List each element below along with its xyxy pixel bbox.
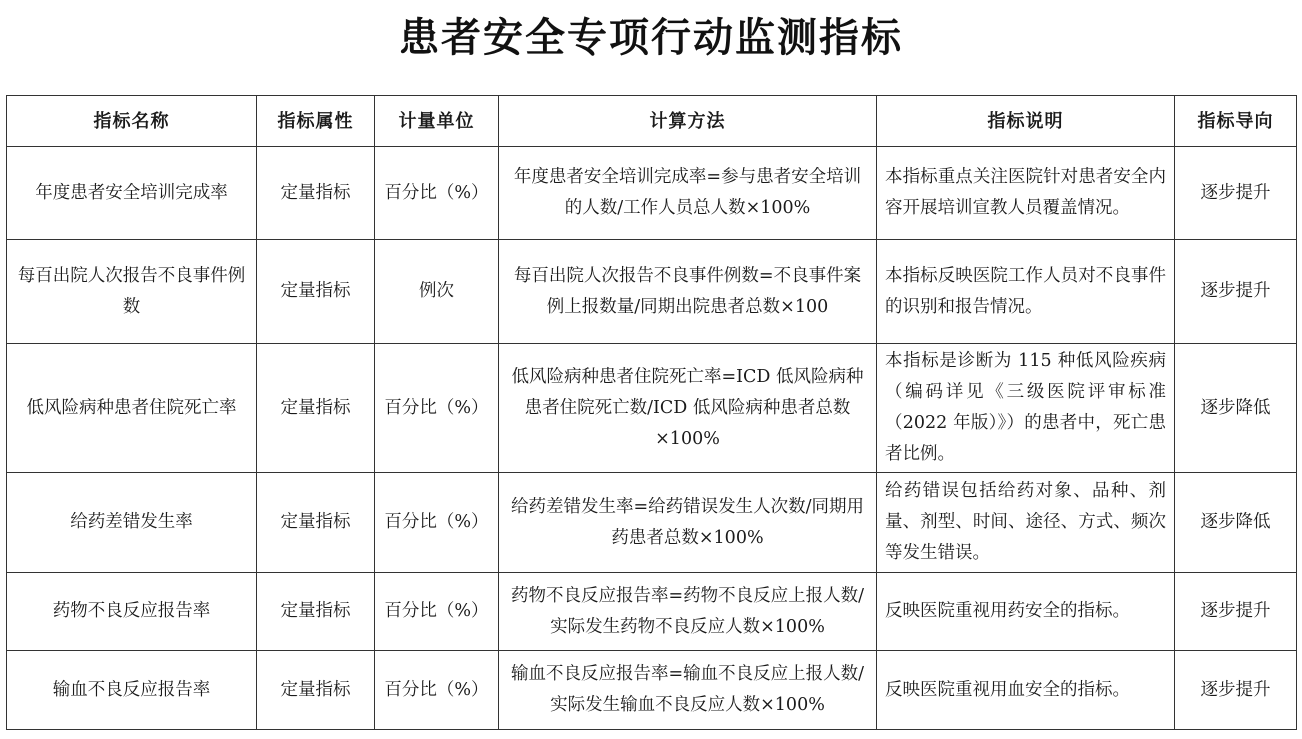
- cell-description: 反映医院重视用药安全的指标。: [877, 573, 1175, 651]
- table-row: [7, 147, 1297, 240]
- cell-direction: 逐步提升: [1175, 240, 1297, 344]
- cell-indicator-name: 药物不良反应报告率: [7, 573, 257, 651]
- cell-unit: 百分比（%）: [375, 147, 499, 240]
- cell-direction: 逐步降低: [1175, 473, 1297, 573]
- page-title: 患者安全专项行动监测指标: [399, 15, 903, 61]
- table-row: [7, 473, 1297, 573]
- metrics-table: [6, 95, 1297, 730]
- cell-indicator-name: 每百出院人次报告不良事件例数: [7, 240, 257, 344]
- cell-description: 本指标反映医院工作人员对不良事件的识别和报告情况。: [877, 240, 1175, 344]
- cell-direction: 逐步提升: [1175, 147, 1297, 240]
- cell-attribute: 定量指标: [257, 147, 375, 240]
- cell-method: 低风险病种患者住院死亡率=ICD 低风险病种患者住院死亡数/ICD 低风险病种患者总数×100%: [499, 344, 877, 473]
- cell-direction: 逐步降低: [1175, 344, 1297, 473]
- table-row: [7, 240, 1297, 344]
- header-direction: 指标导向: [1175, 96, 1297, 147]
- header-calculation-method: 计算方法: [499, 96, 877, 147]
- table-row: [7, 344, 1297, 473]
- cell-method: 输血不良反应报告率=输血不良反应上报人数/实际发生输血不良反应人数×100%: [499, 651, 877, 730]
- cell-method: 每百出院人次报告不良事件例数=不良事件案例上报数量/同期出院患者总数×100: [499, 240, 877, 344]
- cell-attribute: 定量指标: [257, 573, 375, 651]
- cell-attribute: 定量指标: [257, 651, 375, 730]
- cell-description: 本指标重点关注医院针对患者安全内容开展培训宣教人员覆盖情况。: [877, 147, 1175, 240]
- cell-attribute: 定量指标: [257, 240, 375, 344]
- table-row: [7, 651, 1297, 730]
- cell-unit: 百分比（%）: [375, 651, 499, 730]
- cell-indicator-name: 给药差错发生率: [7, 473, 257, 573]
- table-header-row: [7, 96, 1297, 147]
- cell-unit: 百分比（%）: [375, 344, 499, 473]
- cell-method: 给药差错发生率=给药错误发生人次数/同期用药患者总数×100%: [499, 473, 877, 573]
- cell-method: 药物不良反应报告率=药物不良反应上报人数/实际发生药物不良反应人数×100%: [499, 573, 877, 651]
- cell-attribute: 定量指标: [257, 344, 375, 473]
- cell-unit: 百分比（%）: [375, 473, 499, 573]
- cell-indicator-name: 输血不良反应报告率: [7, 651, 257, 730]
- cell-attribute: 定量指标: [257, 473, 375, 573]
- cell-indicator-name: 年度患者安全培训完成率: [7, 147, 257, 240]
- cell-method: 年度患者安全培训完成率=参与患者安全培训的人数/工作人员总人数×100%: [499, 147, 877, 240]
- cell-description: 反映医院重视用血安全的指标。: [877, 651, 1175, 730]
- cell-direction: 逐步提升: [1175, 573, 1297, 651]
- cell-direction: 逐步提升: [1175, 651, 1297, 730]
- cell-unit: 例次: [375, 240, 499, 344]
- header-indicator-attribute: 指标属性: [257, 96, 375, 147]
- cell-description: 本指标是诊断为 115 种低风险疾病（编码详见《三级医院评审标准（2022 年版）》）的患者中，死亡患者比例。: [877, 344, 1175, 473]
- header-unit: 计量单位: [375, 96, 499, 147]
- header-description: 指标说明: [877, 96, 1175, 147]
- cell-description: 给药错误包括给药对象、品种、剂量、剂型、时间、途径、方式、频次等发生错误。: [877, 473, 1175, 573]
- cell-unit: 百分比（%）: [375, 573, 499, 651]
- cell-indicator-name: 低风险病种患者住院死亡率: [7, 344, 257, 473]
- header-indicator-name: 指标名称: [7, 96, 257, 147]
- table-row: [7, 573, 1297, 651]
